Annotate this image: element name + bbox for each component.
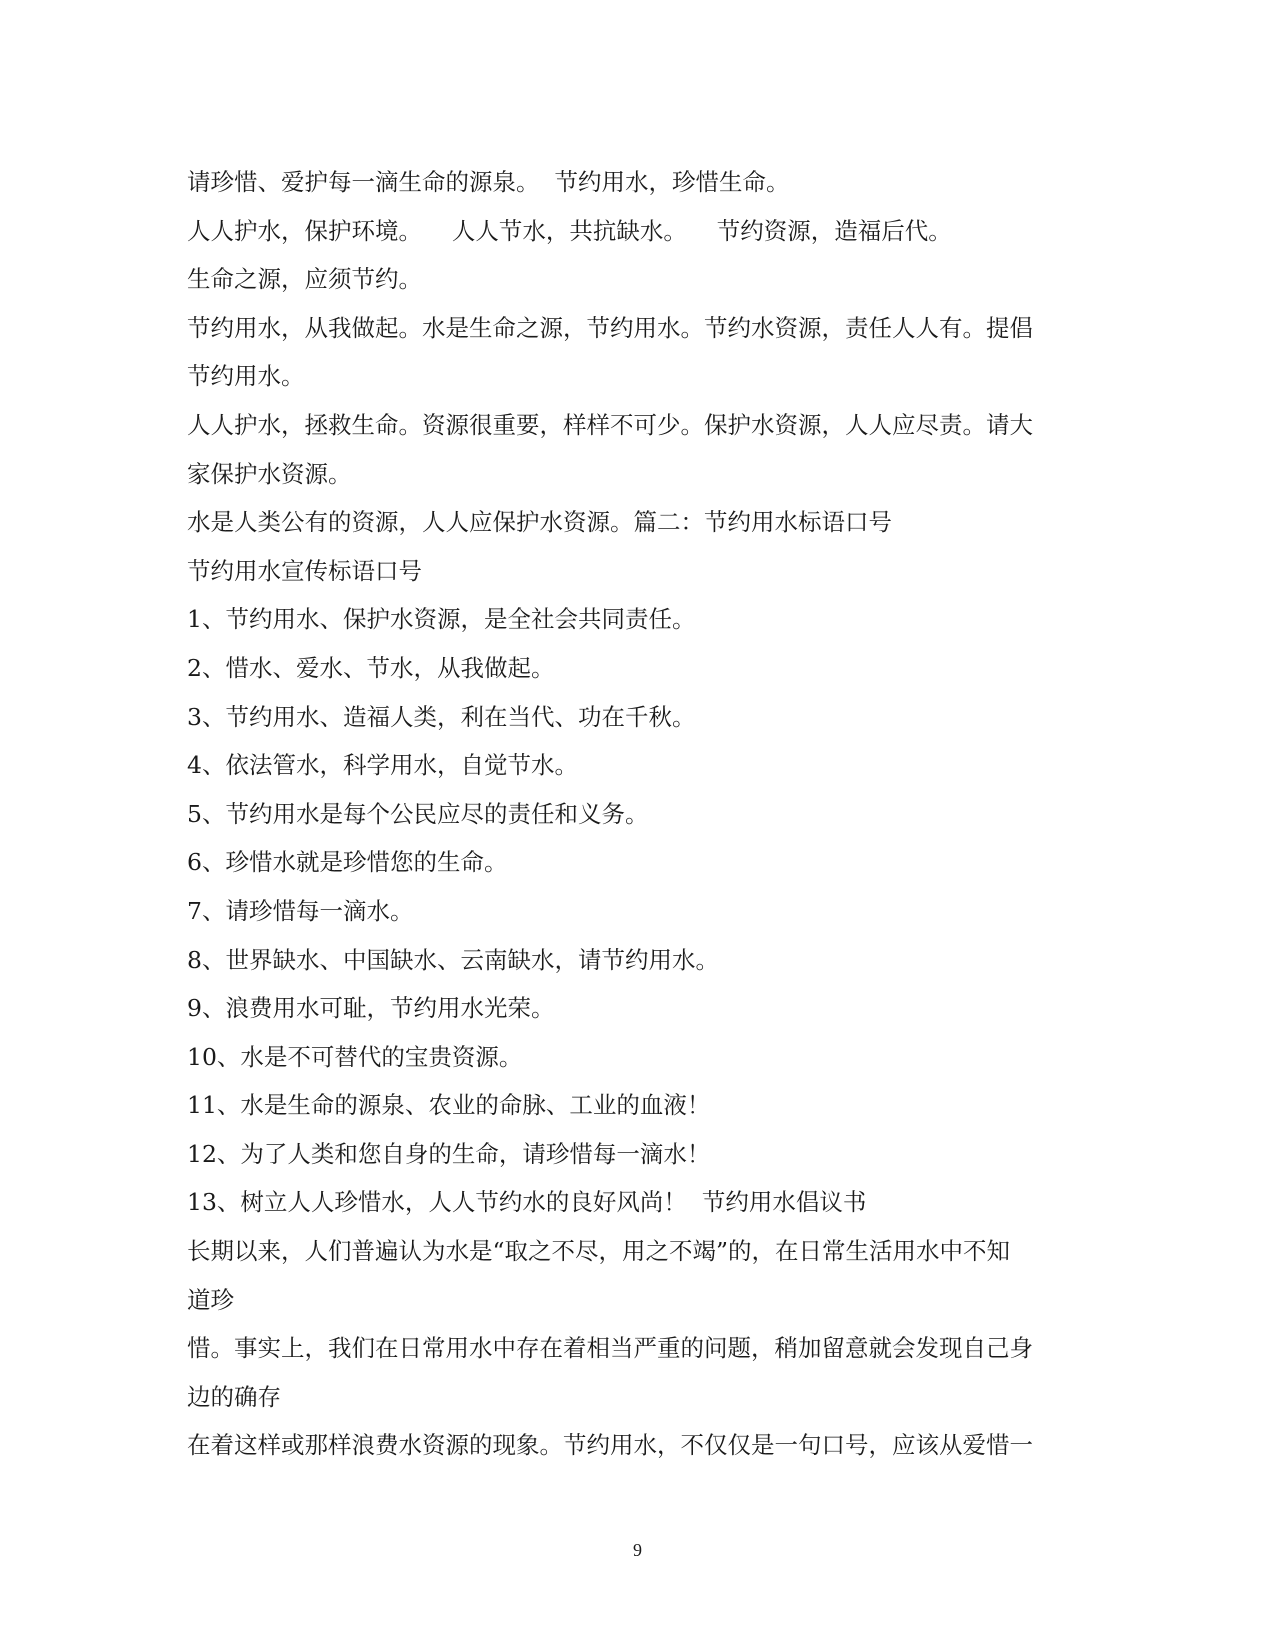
text-line: 人人护水，保护环境。 人人节水，共抗缺水。 节约资源，造福后代。	[187, 216, 952, 245]
slogan-item: 13、树立人人珍惜水，人人节约水的良好风尚！ 节约用水倡议书	[187, 1188, 867, 1217]
text-line: 请珍惜、爱护每一滴生命的源泉。 节约用水，珍惜生命。	[187, 168, 790, 196]
slogan-item: 10、水是不可替代的宝贵资源。	[187, 1042, 523, 1071]
text-line: 长期以来，人们普遍认为水是“取之不尽，用之不竭”的，在日常生活用水中不知	[187, 1237, 1011, 1266]
slogan-item: 1、节约用水、保护水资源，是全社会共同责任。	[187, 605, 696, 634]
page-number: 9	[633, 1540, 642, 1560]
text-line: 节约用水。	[187, 362, 305, 391]
text-line: 道珍	[187, 1285, 234, 1314]
slogan-item: 8、世界缺水、中国缺水、云南缺水，请节约用水。	[187, 945, 719, 974]
section-heading: 节约用水宣传标语口号	[187, 556, 422, 585]
text-line: 边的确存	[187, 1382, 281, 1411]
slogan-item: 3、节约用水、造福人类，利在当代、功在千秋。	[187, 702, 696, 731]
slogan-item: 5、节约用水是每个公民应尽的责任和义务。	[187, 799, 649, 828]
text-line: 生命之源，应须节约。	[187, 265, 422, 294]
document-body	[187, 158, 1092, 1470]
text-line: 节约用水，从我做起。水是生命之源，节约用水。节约水资源，责任人人有。提倡	[187, 313, 1033, 342]
text-line: 水是人类公有的资源，人人应保护水资源。篇二：节约用水标语口号	[187, 508, 892, 537]
text-line: 在着这样或那样浪费水资源的现象。节约用水，不仅仅是一句口号，应该从爱惜一	[187, 1431, 1033, 1460]
text-line: 惜。事实上，我们在日常用水中存在着相当严重的问题，稍加留意就会发现自己身	[187, 1334, 1033, 1363]
slogan-item: 12、为了人类和您自身的生命，请珍惜每一滴水！	[187, 1139, 711, 1168]
slogan-item: 9、浪费用水可耻，节约用水光荣。	[187, 994, 555, 1023]
text-line: 人人护水，拯救生命。资源很重要，样样不可少。保护水资源，人人应尽责。请大	[187, 410, 1033, 439]
text-line: 家保护水资源。	[187, 459, 352, 488]
slogan-item: 7、请珍惜每一滴水。	[187, 896, 414, 925]
slogan-item: 6、珍惜水就是珍惜您的生命。	[187, 848, 508, 877]
slogan-item: 4、依法管水，科学用水，自觉节水。	[187, 751, 578, 780]
slogan-item: 11、水是生命的源泉、农业的命脉、工业的血液！	[187, 1091, 711, 1120]
slogan-item: 2、惜水、爱水、节水，从我做起。	[187, 653, 555, 682]
